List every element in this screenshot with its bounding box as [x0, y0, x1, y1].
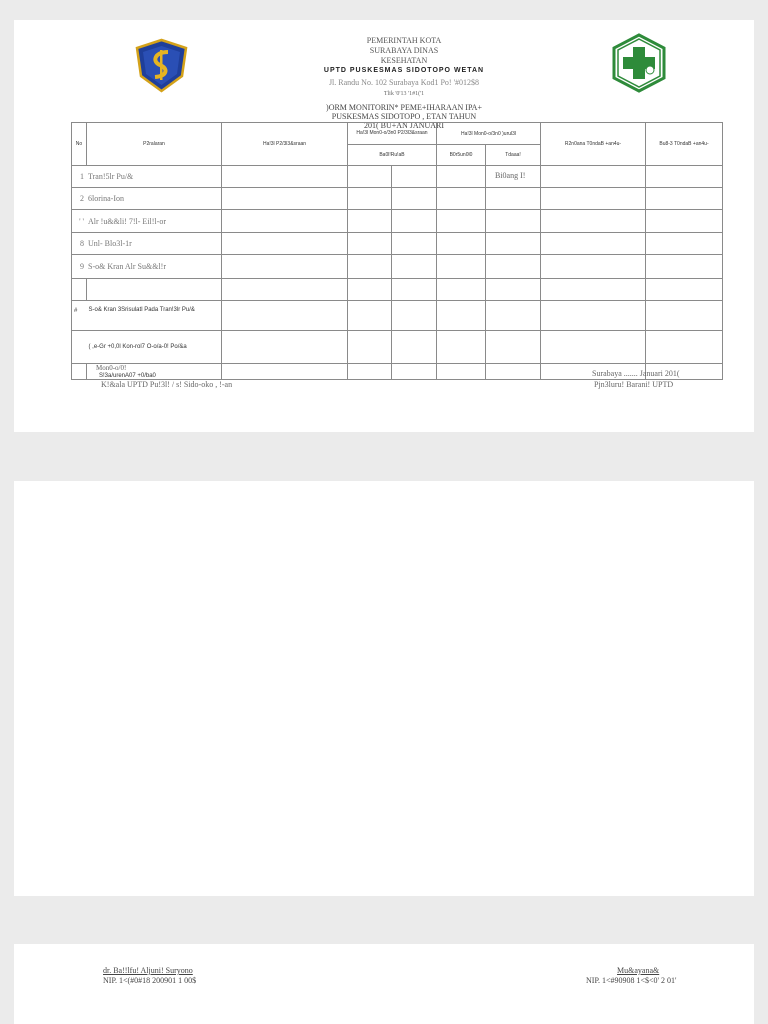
form-title-line-2: PUSKESMAS SIDOTOPO , ETAN TAHUN [331, 112, 477, 121]
subheader-berfungsi: B0r5un0l0 [437, 145, 486, 166]
table-row: 8 Unl- Blo3l-1r [72, 233, 222, 255]
surabaya-city-emblem [134, 38, 189, 93]
header-bukti-tindak-lanjut: Bu8-3 T0ndaB +an4u- [646, 123, 723, 166]
header-hasil-monitoring-1: Ha!3l Mon0-o/3n0 P2/3l3&sraan [348, 123, 437, 145]
organization-address: Jl. Randu No. 102 Surabaya Kod1 Po! '#012$8 [328, 78, 480, 87]
table-row: 1 Tran!5lr Pu/& [72, 166, 222, 188]
table-row-item: S-o& Kran 3Srisulatl Pada Tran!3lr Pu/& [87, 301, 222, 331]
right-signatory-nip: NIP. 1<#90908 1<$<0' 2 01' [586, 976, 677, 985]
puskesmas-logo [611, 33, 667, 93]
left-signatory-nip: NIP. 1<(#0#18 200901 1 00$ [103, 976, 197, 985]
form-title-line-3: 201( BU+AN JANUARI [363, 121, 445, 130]
table-row: ' ' Alr !u&&li! 7!l- Eil!l-or [72, 210, 222, 233]
monitoring-label: Mon0-o/0! [96, 364, 127, 372]
header-hasil-pemeriksaan: Ha!3l P2/3l3&sraan [222, 123, 348, 166]
kepala-uptd-label: K!&ala UPTD Pu!3l! / s! Sido-oko , !-an [101, 380, 233, 389]
table-row-item: ( ,e-Gr +0,0l Kon-rol7 O-o/a-0! Po/&a [87, 331, 222, 364]
date-place: Surabaya ....... Januari 201( [592, 369, 680, 378]
table-row-number [72, 331, 87, 364]
subheader-tidak: Tdaaa! [486, 145, 541, 166]
header-line-1: PEMERINTAH KOTA [366, 36, 442, 45]
table-row: 9 S-o& Kran Alr Su&&l!r [72, 255, 222, 279]
header-no: No [72, 123, 87, 166]
left-signatory-name: dr. Ba!!lfu! Aljuni! Suryono [103, 966, 193, 975]
header-hasil-monitoring-2: Ha!3l Mon0-o/3n0 )urul3l [437, 123, 541, 145]
header-line-3: KESEHATAN [380, 56, 428, 65]
header-rencana-tindak-lanjut: R2n0ana T0ndaB +an4u- [541, 123, 646, 166]
right-signatory-name: Mu&ayana& [617, 966, 660, 975]
table-row: 2 6lorina-Ion [72, 188, 222, 210]
header-peralatan: P2ralaran [87, 123, 222, 166]
form-title-line-1: )ORM MONITORIN* PEME+IHARAAN IPA+ [326, 103, 482, 112]
table-row-number: # [72, 301, 87, 331]
bidang-label: Bi0ang I! [495, 171, 526, 180]
penanggung-jawab-label: Pjn3luru! Barani! UPTD [594, 380, 674, 389]
mengetahui-label: S!3a/urenA07 +0/ba0 [99, 373, 156, 379]
organization-name: UPTD PUSKESMAS SIDOTOPO WETAN [323, 67, 485, 74]
header-line-2: SURABAYA DINAS [369, 46, 439, 55]
document-page-3 [14, 944, 754, 1024]
organization-phone: Tlik '0'13 '1#1('1 [383, 91, 425, 97]
subheader-baik-rusak: Ba0l!Ru!aB [348, 145, 437, 166]
document-page-2 [14, 481, 754, 896]
monitoring-table [71, 122, 723, 380]
